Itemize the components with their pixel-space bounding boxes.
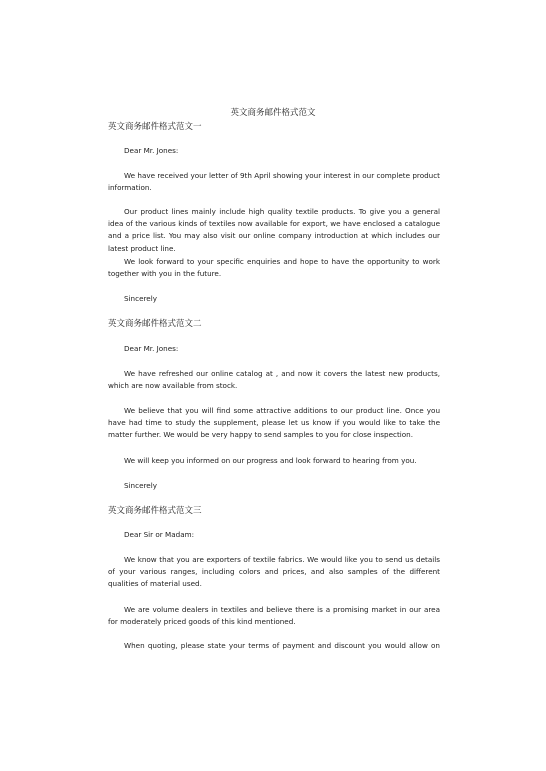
letter-1-heading: 英文商务邮件格式范文一: [108, 122, 202, 132]
letter-2-heading: 英文商务邮件格式范文二: [108, 319, 202, 329]
letter-2-paragraph-1: We have refreshed our online catalog at , and now it covers the latest new products, which are now available from stock.: [108, 369, 440, 391]
letter-2-closing: Sincerely: [124, 481, 157, 490]
letter-1-closing: Sincerely: [124, 294, 157, 303]
letter-1-salutation: Dear Mr. Jones:: [124, 146, 179, 155]
letter-3-paragraph-3: When quoting, please state your terms of payment and discount you would allow on: [124, 641, 440, 650]
letter-1-paragraph-2: Our product lines mainly include high quality textile products. To give you a general idea of the various kinds of textiles now available for export, we have enclosed a catalogue and a price list. You may also visit our online company introduction at which includes our latest product line.: [108, 207, 440, 253]
letter-1-paragraph-1: We have received your letter of 9th April showing your interest in our complete product information.: [108, 171, 440, 193]
letter-3-salutation: Dear Sir or Madam:: [124, 530, 195, 539]
document-title: 英文商务邮件格式范文: [230, 108, 316, 118]
letter-1-paragraph-3: We look forward to your specific enquiries and hope to have the opportunity to work together with you in the future.: [108, 257, 440, 279]
letter-2-paragraph-2: We believe that you will find some attractive additions to our product line. Once you have had time to study the supplement, please let us know if you would like to take the matter further. We would be very happy to send samples to you for close inspection.: [108, 406, 440, 440]
letter-3-heading: 英文商务邮件格式范文三: [108, 506, 202, 516]
letter-3-paragraph-1: We know that you are exporters of textile fabrics. We would like you to send us details of your various ranges, including colors and prices, and also samples of the different qualities of material used.: [108, 555, 440, 589]
letter-3-paragraph-2: We are volume dealers in textiles and believe there is a promising market in our area for moderately priced goods of this kind mentioned.: [108, 605, 440, 627]
letter-2-paragraph-3: We will keep you informed on our progress and look forward to hearing from you.: [124, 456, 417, 465]
letter-2-salutation: Dear Mr. Jones:: [124, 344, 179, 353]
